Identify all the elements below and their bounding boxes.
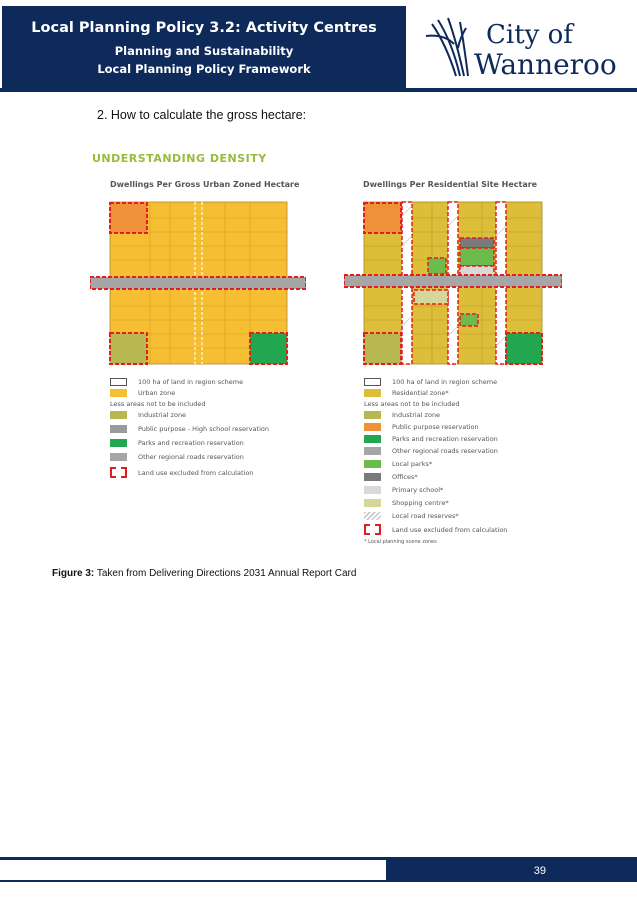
figure-caption bbox=[52, 568, 356, 579]
dashed-swatch-icon bbox=[364, 524, 381, 535]
caption-text: Taken from Delivering Directions 2031 Annual Report Card bbox=[94, 568, 357, 579]
logo-text-city-of: City of bbox=[486, 20, 573, 50]
right-legend bbox=[364, 378, 564, 548]
right-public-purpose-block bbox=[364, 203, 401, 233]
legend-label: 100 ha of land in region scheme bbox=[392, 378, 498, 386]
right-diagram-title: Dwellings Per Residential Site Hectare bbox=[363, 180, 538, 189]
legend-label: Other regional roads reservation bbox=[138, 453, 244, 461]
legend-label: Parks and recreation reservation bbox=[392, 435, 498, 443]
right-offices-block bbox=[460, 238, 494, 248]
legend-label: Primary school* bbox=[392, 486, 444, 494]
left-parks-block bbox=[250, 333, 287, 364]
legend-label: Industrial zone bbox=[392, 411, 441, 419]
industrial-swatch-icon bbox=[364, 411, 381, 419]
page-number: 39 bbox=[533, 865, 546, 877]
right-shopping-centre-block bbox=[414, 290, 448, 304]
legend-label: 100 ha of land in region scheme bbox=[138, 378, 244, 386]
header-subtitle-1: Planning and Sustainability bbox=[114, 44, 294, 58]
public-purpose-swatch-icon bbox=[110, 425, 127, 433]
residential-swatch-icon bbox=[364, 389, 381, 397]
legend-label: Urban zone bbox=[138, 389, 176, 397]
right-regional-road bbox=[344, 275, 562, 287]
legend-label: Offices* bbox=[392, 473, 418, 481]
left-diagram-title: Dwellings Per Gross Urban Zoned Hectare bbox=[110, 180, 300, 189]
left-density-diagram bbox=[90, 196, 306, 368]
legend-footnote-text: * Local planning scene zones bbox=[364, 539, 437, 545]
legend-label: Land use excluded from calculation bbox=[138, 469, 254, 477]
footer-left-band bbox=[0, 860, 386, 882]
shopping-centre-swatch-icon bbox=[364, 499, 381, 507]
legend-label: Land use excluded from calculation bbox=[392, 526, 508, 534]
logo-text-wanneroo: Wanneroo bbox=[474, 48, 617, 81]
caption-label: Figure 3: bbox=[52, 568, 95, 579]
public-purpose-swatch-icon bbox=[364, 423, 381, 431]
legend-note: Less areas not to be included bbox=[110, 400, 206, 408]
local-parks-swatch-icon bbox=[364, 460, 381, 468]
primary-school-swatch-icon bbox=[364, 486, 381, 494]
legend-label: Public purpose reservation bbox=[392, 423, 479, 431]
legend-label: Residential zone* bbox=[392, 389, 449, 397]
roads-swatch-icon bbox=[110, 453, 127, 461]
header-rule bbox=[0, 88, 637, 92]
left-regional-road bbox=[90, 277, 306, 289]
legend-label: Local road reserves* bbox=[392, 512, 459, 520]
dashed-swatch-icon bbox=[110, 467, 127, 478]
intro-text: 2. How to calculate the gross hectare: bbox=[97, 108, 307, 122]
outline-swatch-icon bbox=[110, 378, 127, 386]
right-local-park-block bbox=[460, 248, 494, 266]
header-text-block bbox=[2, 6, 406, 88]
legend-label: Other regional roads reservation bbox=[392, 447, 498, 455]
page-header bbox=[0, 0, 637, 92]
legend-label: Industrial zone bbox=[138, 411, 187, 419]
parks-swatch-icon bbox=[364, 435, 381, 443]
legend-label: Local parks* bbox=[392, 460, 433, 468]
right-parks-block bbox=[506, 333, 542, 364]
legend-label: Shopping centre* bbox=[392, 499, 449, 507]
legend-label: Parks and recreation reservation bbox=[138, 439, 244, 447]
legend-label: Public purpose - High school reservation bbox=[138, 425, 269, 433]
header-subtitle-2: Local Planning Policy Framework bbox=[97, 62, 311, 76]
urban-swatch-icon bbox=[110, 389, 127, 397]
left-public-purpose-block bbox=[110, 203, 147, 233]
hatch-swatch-icon bbox=[364, 512, 381, 520]
outline-swatch-icon bbox=[364, 378, 381, 386]
legend-note: Less areas not to be included bbox=[364, 400, 460, 408]
offices-swatch-icon bbox=[364, 473, 381, 481]
right-local-park-small bbox=[428, 258, 446, 274]
right-density-diagram bbox=[344, 196, 562, 368]
right-local-park-lower bbox=[460, 314, 478, 326]
figure-title: UNDERSTANDING DENSITY bbox=[92, 152, 267, 165]
roads-swatch-icon bbox=[364, 447, 381, 455]
industrial-swatch-icon bbox=[110, 411, 127, 419]
parks-swatch-icon bbox=[110, 439, 127, 447]
left-industrial-block bbox=[110, 333, 147, 364]
right-industrial-block bbox=[364, 333, 401, 364]
header-title: Local Planning Policy 3.2: Activity Centres bbox=[31, 20, 377, 36]
left-legend bbox=[110, 378, 310, 488]
